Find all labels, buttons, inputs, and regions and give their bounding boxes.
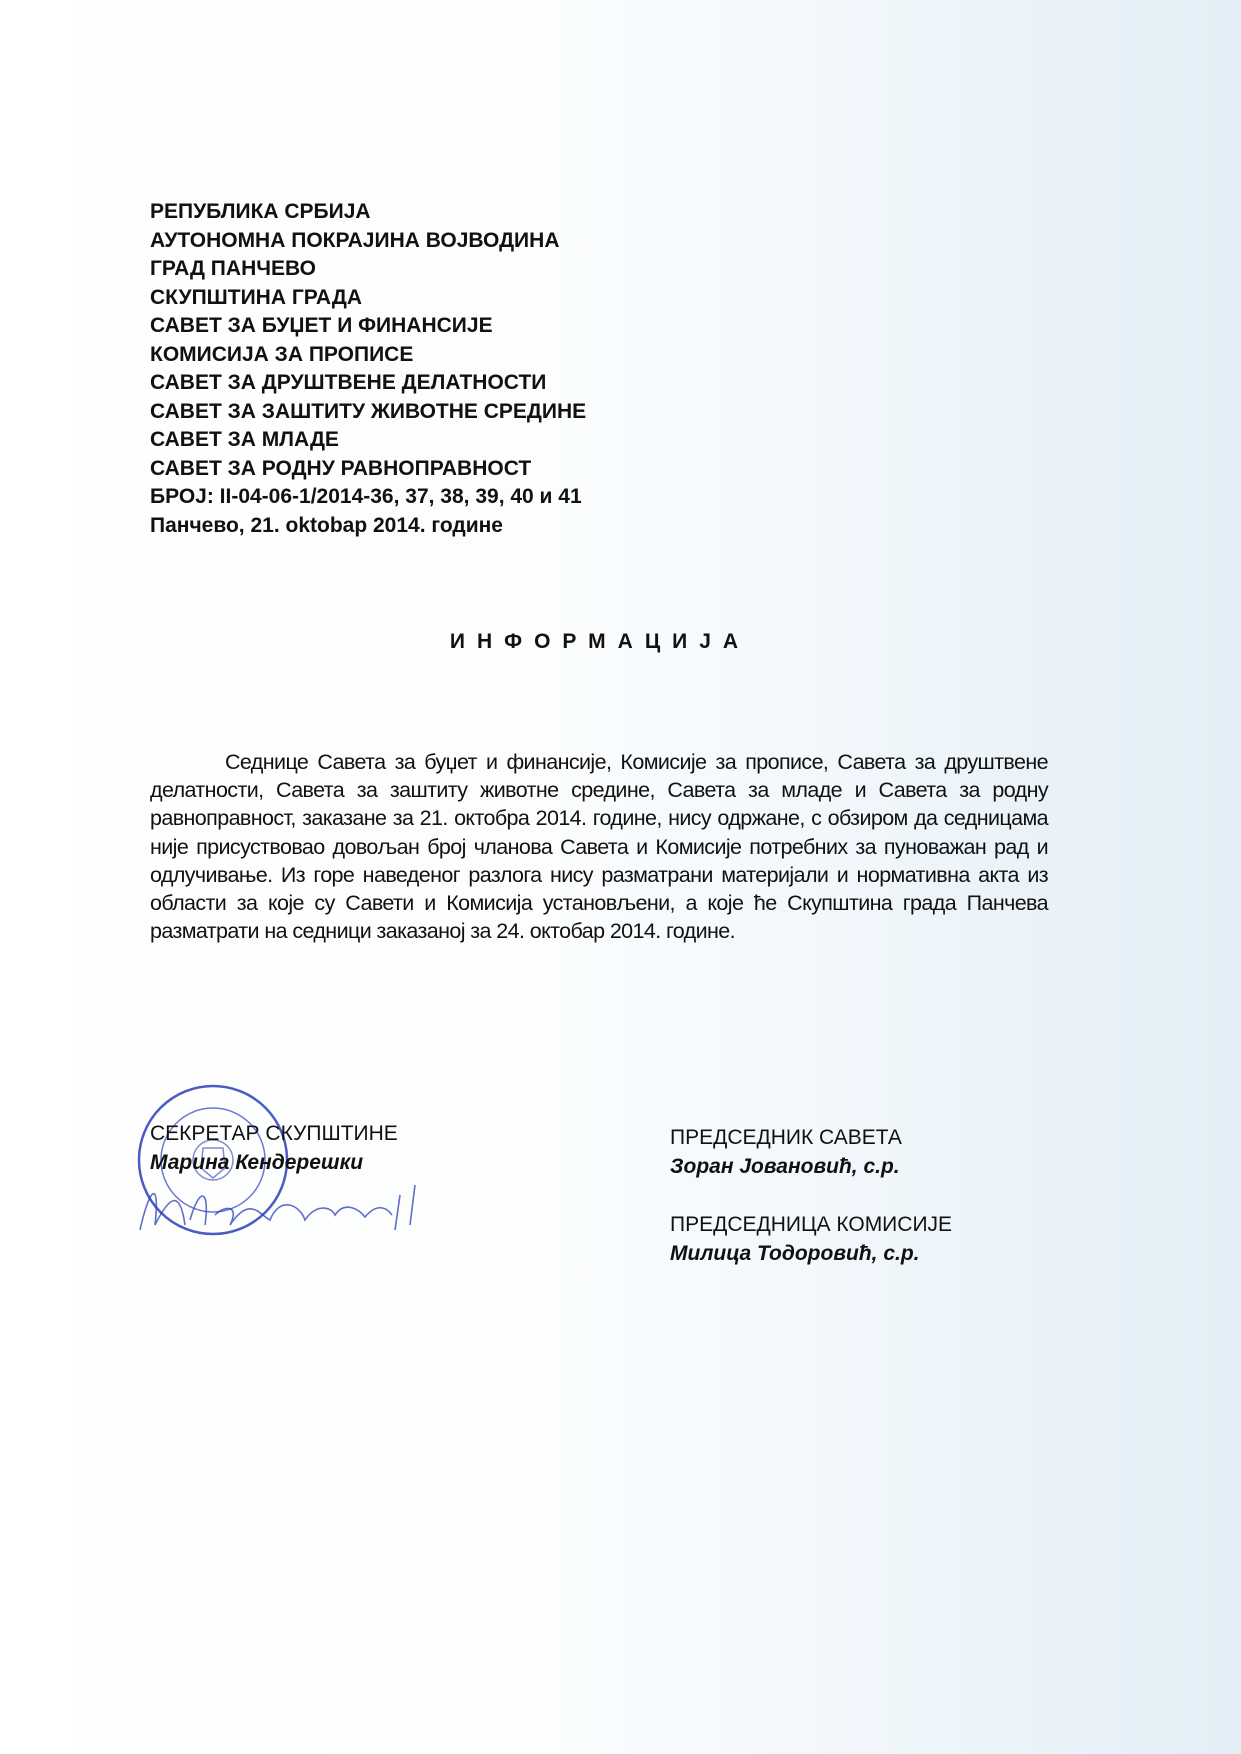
commission-president-role: ПРЕДСЕДНИЦА КОМИСИЈЕ — [670, 1213, 953, 1236]
secretary-name: Марина Кендерешки — [150, 1151, 364, 1174]
document-title: ИНФОРМАЦИЈА — [449, 630, 751, 653]
document-header — [150, 198, 586, 540]
secretary-signature-block — [150, 1119, 398, 1177]
header-line: САВЕТ ЗА ДРУШТВЕНЕ ДЕЛАТНОСТИ — [150, 371, 547, 394]
body-paragraph: Седнице Савета за буџет и финансије, Комисије за прописе, Савета за друштвене делатности, Савета за заштиту животне средине, Савета за младе и Савета за родну равноправност, заказане за 21. октобра 2014. године, нису одржане, с обзиром да седницама није присуствовао довољан број чланова Савета и Комисије потребних за пуноважан рад и одлучивање. Из горе наведеног разлога нису разматрани материјали и нормативна акта из области за које су Савети и Комисија установљени, а које ће Скупштина града Панчева разматрати на седници заказаној за 24. октобар 2014. године. — [150, 750, 1048, 944]
handwritten-signature — [130, 1175, 460, 1245]
header-line: КОМИСИЈА ЗА ПРОПИСЕ — [150, 342, 414, 366]
header-line: РЕПУБЛИКА СРБИЈА — [150, 200, 371, 223]
header-line: САВЕТ ЗА БУЏЕТ И ФИНАНСИЈЕ — [150, 314, 493, 337]
council-president-name: Зоран Јовановић, с.р. — [670, 1155, 900, 1178]
header-line: САВЕТ ЗА ЗАШТИТУ ЖИВОТНЕ СРЕДИНЕ — [150, 399, 587, 423]
document-body — [150, 748, 1048, 945]
reference-number: БРОЈ: II-04-06-1/2014-36, 37, 38, 39, 40 и 41 — [150, 485, 582, 508]
secretary-role: СЕКРЕТАР СКУПШТИНЕ — [150, 1122, 398, 1145]
commission-president-name: Милица Тодоровић, с.р. — [670, 1242, 920, 1265]
council-president-block — [670, 1123, 902, 1181]
commission-president-block — [670, 1210, 952, 1268]
header-line: ГРАД ПАНЧЕВО — [150, 257, 316, 280]
council-president-role: ПРЕДСЕДНИК САВЕТА — [670, 1126, 902, 1149]
header-line: САВЕТ ЗА МЛАДЕ — [150, 428, 339, 451]
header-line: АУТОНОМНА ПОКРАЈИНА ВОЈВОДИНА — [150, 228, 560, 252]
document-date: Панчево, 21. oktobар 2014. године — [150, 513, 503, 537]
header-line: СКУПШТИНА ГРАДА — [150, 285, 362, 309]
header-line: САВЕТ ЗА РОДНУ РАВНОПРАВНОСТ — [150, 456, 532, 480]
